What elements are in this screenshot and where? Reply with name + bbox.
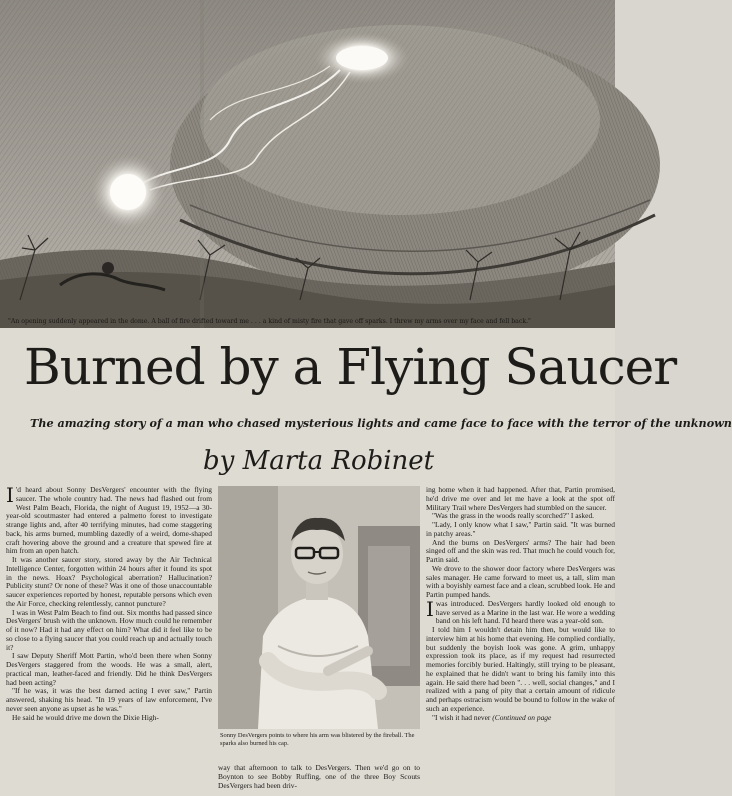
continued-note: (Continued on page [492, 712, 552, 722]
subhead: The amazing story of a man who chased mysterious lights and came face to face with the terror of the unknown [30, 416, 732, 430]
photo-caption: Sonny DesVergers points to where his arm was blistered by the fireball. The sparks also burned his cap. [220, 732, 415, 747]
article-paragraph: "If he was, it was the best darned acting I ever saw," Partin answered, shaking his head. "In 19 years of law enforcement, I've never seen anyone as upset as he was." [6, 686, 212, 713]
article-paragraph: "Was the grass in the woods really scorched?" I asked. [432, 511, 595, 521]
article-paragraph: I saw Deputy Sheriff Mott Partin, who'd been there when Sonny DesVergers staggered from the woods. He was a small, alert, practical man, leather-faced and friendly. Did he think DesVergers had been acting? [6, 651, 212, 687]
paragraph-text: was introduced. DesVergers hardly looked old enough to have served as a Marine in the last war. He wore a wedding band on his left hand. I'd heard there was a year-old son. [435, 598, 615, 626]
article-paragraph [426, 714, 615, 723]
article-paragraph: It was another saucer story, stored away by the Air Technical Intelligence Center, forgotten within 24 hours after it found its spot in the news. Hoax? Psychological aberration? Hallucination? Publicity stunt? Or none of these? Was it one of those unaccountable saucer experiences reported by honest, reputable persons which even the Air Force, checking relentlessly, cannot puncture? [6, 555, 212, 608]
man-photo [218, 486, 420, 729]
paragraph-text: 'd heard about Sonny DesVergers' encounter with the flying saucer. The whole country had. The news had flashed out from West Palm Beach, Florida, the night of August 19, 1952—a 30-year-old scoutmaster had entered a palmetto forest to investigate strange lights and, after 40 terrifying minutes, had come staggering back, his arms burned, mumbling dazedly of a weird, dome-shaped craft hovering above the ground and a creature that spewed fire at him from an open hatch. [6, 485, 212, 556]
saucer-engraving [0, 0, 615, 328]
photo-block [218, 486, 420, 751]
article-paragraph [6, 483, 212, 556]
article-paragraph: ing home when it had happened. After that, Partin promised, he'd drive me over and let me have a look at the spot off Military Trail where DesVergers had stumbled on the saucer. [426, 485, 615, 512]
article-paragraph: We drove to the shower door factory where DesVergers was sales manager. He came forward to meet us, a tall, slim man with a boyishly earnest face and a clean, scrubbed look. He and Partin pumped hands. [426, 563, 615, 599]
article-column-right [426, 486, 615, 796]
article-paragraph: "Lady, I only know what I saw," Partin said. "It was burned in patchy areas." [426, 520, 615, 538]
headline: Burned by a Flying Saucer [24, 338, 677, 396]
article-paragraph: way that afternoon to talk to DesVergers. Then we'd go on to Boynton to see Bobby Ruffing, one of the three Boy Scouts DesVergers had been driv- [218, 763, 420, 790]
paragraph-text: "I wish it had never [432, 712, 491, 722]
article-paragraph: And the burns on DesVergers' arms? The hair had been singed off and the skin was red. That much he could vouch for, Partin said. [426, 537, 615, 564]
article-paragraph: I told him I wouldn't detain him then, but would like to interview him at his home that evening. He complied cordially, but suddenly the boyish look was gone. A grim, unhappy expression took its place, as if my request had resurrected memories forcibly buried. Haltingly, still trying to be pleasant, he explained that he didn't want to bring his family into this again. He said there had been ". . . well, social changes," and I realized with a pang of pity that a certain amount of ridicule and perhaps ostracism would be bound to follow in the wake of such an experience. [426, 625, 615, 713]
drop-cap: I [6, 483, 14, 507]
article-paragraph: I was in West Palm Beach to find out. Six months had passed since DesVergers' brush with the unknown. How much could he remember of it now? Had it had any effect on him? What did it feel like to be so close to a flying saucer that you could reach up and actually touch it? [6, 607, 212, 652]
byline: by Marta Robinet [203, 446, 435, 476]
drop-cap: I [426, 596, 434, 621]
article-paragraph [426, 596, 615, 626]
saucer-illustration [0, 0, 615, 328]
article-column-left [6, 483, 212, 796]
article-paragraph: He said he would drive me down the Dixie High- [12, 712, 159, 722]
illustration-caption: "An opening suddenly appeared in the dome. A ball of fire drifted toward me . . . a kind of misty fire that gave off sparks. I threw my arms over my face and fell back." [8, 318, 531, 325]
article-column-middle [218, 764, 420, 796]
